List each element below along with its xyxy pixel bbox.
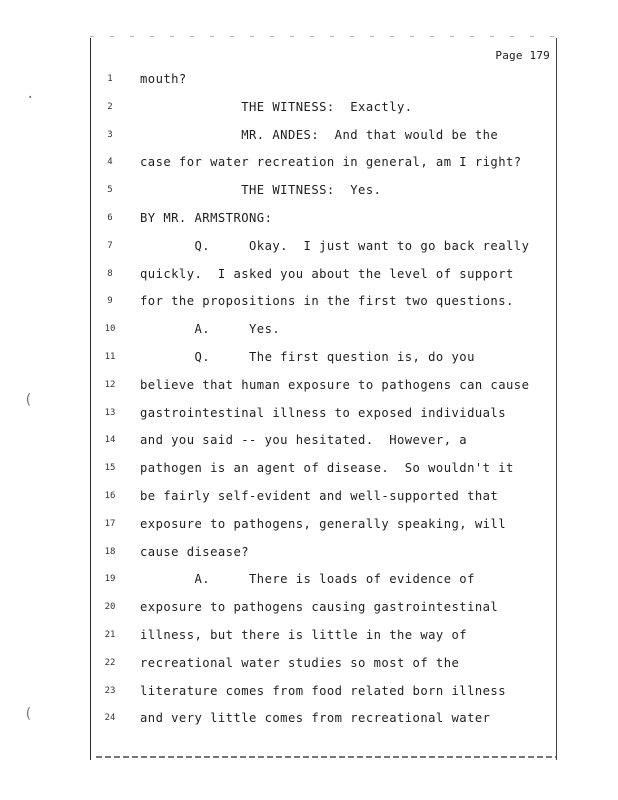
line-text: Q. The first question is, do you (140, 349, 475, 364)
line-number: 14 (104, 435, 116, 446)
bottom-border (96, 756, 556, 758)
transcript-line (0, 122, 618, 150)
line-text: cause disease? (140, 544, 250, 559)
line-text: illness, but there is little in the way of (140, 627, 468, 642)
transcript-line (0, 261, 618, 289)
line-number: 9 (107, 296, 113, 307)
line-text: THE WITNESS: Yes. (140, 183, 382, 198)
line-number: 21 (104, 629, 116, 640)
line-number: 11 (104, 351, 116, 362)
line-number: 8 (107, 268, 113, 279)
line-text: mouth? (140, 72, 187, 86)
transcript-line (0, 650, 618, 678)
line-number: 5 (107, 185, 113, 196)
line-number: 15 (104, 463, 116, 474)
transcript-line (0, 344, 618, 372)
line-text: BY MR. ARMSTRONG: (140, 210, 273, 225)
transcript-line (0, 622, 618, 650)
line-number: 16 (104, 490, 116, 501)
transcript-line (0, 205, 618, 233)
line-number: 24 (104, 713, 116, 724)
transcript-line (0, 149, 618, 177)
transcript-line (0, 511, 618, 539)
line-text: Q. Okay. I just want to go back really (140, 238, 530, 253)
line-number: 10 (104, 324, 116, 335)
line-text: quickly. I asked you about the level of support (140, 266, 514, 281)
transcript-line (0, 594, 618, 622)
line-text: A. Yes. (140, 322, 281, 337)
line-number: 19 (104, 574, 116, 585)
transcript-line (0, 539, 618, 567)
line-text: MR. ANDES: And that would be the (140, 127, 499, 142)
line-text: exposure to pathogens, generally speaking, will (140, 516, 507, 531)
transcript-line (0, 316, 618, 344)
transcript-line (0, 427, 618, 455)
transcript-line (0, 400, 618, 428)
line-number: 3 (107, 129, 113, 140)
line-number: 23 (104, 685, 116, 696)
line-text: pathogen is an agent of disease. So wouldn't it (140, 461, 514, 476)
line-text: recreational water studies so most of the (140, 655, 460, 670)
binding-hole-mark: ( (24, 706, 33, 722)
line-text: and you said -- you hesitated. However, a (140, 433, 468, 448)
line-number: 22 (104, 657, 116, 668)
line-number: 4 (107, 157, 113, 168)
line-text: A. There is loads of evidence of (140, 572, 475, 587)
transcript-line (0, 455, 618, 483)
transcript-line (0, 705, 618, 733)
transcript-line (0, 483, 618, 511)
page-number: Page 179 (495, 49, 550, 62)
line-text: gastrointestinal illness to exposed individuals (140, 405, 507, 420)
scan-speck: · (26, 90, 35, 106)
line-text: believe that human exposure to pathogens can cause (140, 377, 530, 392)
binding-hole-mark: ( (24, 392, 33, 408)
transcript-line (0, 288, 618, 316)
line-number: 17 (104, 518, 116, 529)
line-number: 18 (104, 546, 116, 557)
line-number: 1 (107, 74, 113, 84)
line-text: literature comes from food related born illness (140, 683, 507, 698)
transcript-line (0, 233, 618, 261)
line-number: 7 (107, 240, 113, 251)
line-number: 20 (104, 602, 116, 613)
transcript-line (0, 678, 618, 706)
transcript-line (0, 177, 618, 205)
transcript-line (0, 566, 618, 594)
line-text: case for water recreation in general, am I right? (140, 155, 522, 170)
line-text: and very little comes from recreational water (140, 711, 491, 726)
transcript-lines (0, 66, 618, 733)
line-text: for the propositions in the first two questions. (140, 294, 514, 309)
top-border (90, 36, 556, 37)
line-number: 13 (104, 407, 116, 418)
transcript-line (0, 66, 618, 94)
line-text: exposure to pathogens causing gastrointestinal (140, 600, 499, 615)
line-number: 2 (107, 101, 113, 112)
line-number: 12 (104, 379, 116, 390)
transcript-line (0, 372, 618, 400)
line-text: be fairly self-evident and well-supported that (140, 488, 499, 503)
line-text: THE WITNESS: Exactly. (140, 99, 413, 114)
line-number: 6 (107, 212, 113, 223)
transcript-line (0, 94, 618, 122)
